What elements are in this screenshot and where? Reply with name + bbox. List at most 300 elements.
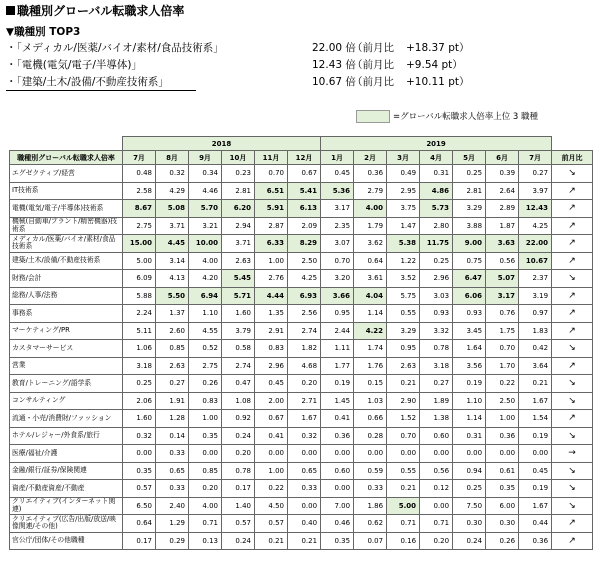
value-cell: 0.21 xyxy=(387,375,420,393)
value-cell: 7.00 xyxy=(321,497,354,515)
value-cell: 0.61 xyxy=(486,462,519,480)
value-cell: 3.17 xyxy=(321,200,354,218)
value-cell: 3.71 xyxy=(156,217,189,235)
value-cell: 0.16 xyxy=(387,532,420,550)
value-cell: 6.06 xyxy=(453,287,486,305)
trend-arrow-icon: ↘ xyxy=(552,497,593,515)
value-cell: 3.14 xyxy=(156,252,189,270)
value-cell: 0.36 xyxy=(519,532,552,550)
value-cell: 0.20 xyxy=(420,532,453,550)
value-cell: 4.00 xyxy=(189,497,222,515)
value-cell: 4.22 xyxy=(354,322,387,340)
value-cell: 3.29 xyxy=(453,200,486,218)
value-cell: 1.29 xyxy=(156,515,189,533)
column-header: 5月 xyxy=(453,151,486,165)
value-cell: 0.71 xyxy=(387,515,420,533)
value-cell: 1.86 xyxy=(354,497,387,515)
value-cell: 10.67 xyxy=(519,252,552,270)
value-cell: 1.10 xyxy=(189,305,222,323)
value-cell: 4.86 xyxy=(420,182,453,200)
row-label: クリエイティブ(インターネット関連) xyxy=(10,497,123,515)
value-cell: 1.00 xyxy=(255,252,288,270)
value-cell: 3.97 xyxy=(519,182,552,200)
value-cell: 2.75 xyxy=(189,357,222,375)
value-cell: 0.56 xyxy=(420,462,453,480)
value-cell: 5.91 xyxy=(255,200,288,218)
value-cell: 5.07 xyxy=(486,270,519,288)
column-header: 3月 xyxy=(387,151,420,165)
row-label: カスタマーサービス xyxy=(10,340,123,358)
table-row xyxy=(10,252,593,270)
value-cell: 1.91 xyxy=(156,392,189,410)
value-cell: 0.00 xyxy=(453,445,486,463)
table-row xyxy=(10,480,593,498)
value-cell: 0.70 xyxy=(321,252,354,270)
value-cell: 0.24 xyxy=(453,532,486,550)
value-cell: 1.35 xyxy=(255,305,288,323)
value-cell: 2.71 xyxy=(288,392,321,410)
trend-arrow-icon: ↗ xyxy=(552,532,593,550)
column-header: 12月 xyxy=(288,151,321,165)
value-cell: 1.14 xyxy=(453,410,486,428)
value-cell: 0.27 xyxy=(420,375,453,393)
value-cell: 2.37 xyxy=(519,270,552,288)
trend-arrow-icon: ↘ xyxy=(552,462,593,480)
row-label: IT技術系 xyxy=(10,182,123,200)
trend-arrow-icon: ↗ xyxy=(552,217,593,235)
value-cell: 0.00 xyxy=(420,497,453,515)
value-cell: 5.75 xyxy=(387,287,420,305)
value-cell: 6.09 xyxy=(123,270,156,288)
value-cell: 0.56 xyxy=(486,252,519,270)
value-cell: 6.13 xyxy=(288,200,321,218)
value-cell: 4.20 xyxy=(189,270,222,288)
value-cell: 5.38 xyxy=(387,235,420,253)
table-row xyxy=(10,165,593,183)
value-cell: 0.29 xyxy=(156,532,189,550)
value-cell: 1.08 xyxy=(222,392,255,410)
value-cell: 2.60 xyxy=(156,322,189,340)
value-cell: 4.55 xyxy=(189,322,222,340)
value-cell: 0.33 xyxy=(156,445,189,463)
value-cell: 15.00 xyxy=(123,235,156,253)
value-cell: 2.76 xyxy=(255,270,288,288)
value-cell: 0.35 xyxy=(123,462,156,480)
value-cell: 1.76 xyxy=(354,357,387,375)
value-cell: 0.20 xyxy=(189,480,222,498)
column-header: 2月 xyxy=(354,151,387,165)
row-label: 流通・小売/消費財/ファッション xyxy=(10,410,123,428)
value-cell: 0.27 xyxy=(156,375,189,393)
column-header: 前月比 xyxy=(552,151,593,165)
value-cell: 0.71 xyxy=(189,515,222,533)
value-cell: 1.11 xyxy=(321,340,354,358)
row-label: 電機(電気/電子/半導体)技術系 xyxy=(10,200,123,218)
value-cell: 0.57 xyxy=(222,515,255,533)
trend-arrow-icon: ↘ xyxy=(552,480,593,498)
value-cell: 2.06 xyxy=(123,392,156,410)
value-cell: 0.00 xyxy=(354,445,387,463)
column-header: 7月 xyxy=(519,151,552,165)
value-cell: 0.24 xyxy=(222,427,255,445)
value-cell: 0.21 xyxy=(288,532,321,550)
value-cell: 0.36 xyxy=(321,427,354,445)
top3-underline xyxy=(6,90,196,91)
value-cell: 0.25 xyxy=(420,252,453,270)
table-row xyxy=(10,305,593,323)
value-cell: 2.94 xyxy=(222,217,255,235)
value-cell: 4.68 xyxy=(288,357,321,375)
value-cell: 3.18 xyxy=(420,357,453,375)
value-cell: 5.45 xyxy=(222,270,255,288)
value-cell: 2.40 xyxy=(156,497,189,515)
value-cell: 1.28 xyxy=(156,410,189,428)
top3-unit: （前月比 xyxy=(352,42,394,54)
value-cell: 3.17 xyxy=(486,287,519,305)
value-cell: 1.14 xyxy=(354,305,387,323)
value-cell: 1.00 xyxy=(189,410,222,428)
value-cell: 1.00 xyxy=(255,462,288,480)
year-2019: 2019 xyxy=(321,137,552,151)
value-cell: 2.50 xyxy=(288,252,321,270)
value-cell: 0.00 xyxy=(321,445,354,463)
top3-unit: （前月比 xyxy=(352,76,394,88)
top3-value: 10.67 倍 xyxy=(312,76,356,88)
value-cell: 0.60 xyxy=(420,427,453,445)
year-2018: 2018 xyxy=(123,137,321,151)
value-cell: 2.81 xyxy=(453,182,486,200)
trend-arrow-icon: ↗ xyxy=(552,322,593,340)
value-cell: 0.13 xyxy=(189,532,222,550)
value-cell: 0.92 xyxy=(222,410,255,428)
value-cell: 3.18 xyxy=(123,357,156,375)
value-cell: 0.97 xyxy=(519,305,552,323)
value-cell: 9.00 xyxy=(453,235,486,253)
value-cell: 0.76 xyxy=(486,305,519,323)
value-cell: 8.67 xyxy=(123,200,156,218)
value-cell: 10.00 xyxy=(189,235,222,253)
value-cell: 0.27 xyxy=(519,165,552,183)
value-cell: 5.70 xyxy=(189,200,222,218)
legend-label: =グローバル転職求人倍率上位 3 職種 xyxy=(393,112,539,122)
value-cell: 3.64 xyxy=(519,357,552,375)
value-cell: 0.64 xyxy=(354,252,387,270)
value-cell: 4.25 xyxy=(519,217,552,235)
value-cell: 1.10 xyxy=(453,392,486,410)
value-cell: 1.60 xyxy=(123,410,156,428)
value-cell: 1.67 xyxy=(519,497,552,515)
trend-arrow-icon: ↗ xyxy=(552,410,593,428)
value-cell: 0.19 xyxy=(321,375,354,393)
square-icon xyxy=(6,6,15,15)
value-cell: 0.17 xyxy=(222,480,255,498)
value-cell: 3.32 xyxy=(420,322,453,340)
value-cell: 0.17 xyxy=(123,532,156,550)
trend-arrow-icon: ↘ xyxy=(552,340,593,358)
top3-label: ・「メディカル/医薬/バイオ/素材/食品技術系」 xyxy=(6,42,224,54)
value-cell: 2.74 xyxy=(288,322,321,340)
value-cell: 0.78 xyxy=(420,340,453,358)
value-cell: 5.11 xyxy=(123,322,156,340)
column-header-category: 職種別グローバル転職求人倍率 xyxy=(10,151,123,165)
trend-arrow-icon: ↗ xyxy=(552,235,593,253)
value-cell: 1.67 xyxy=(519,392,552,410)
value-cell: 12.43 xyxy=(519,200,552,218)
value-cell: 1.45 xyxy=(321,392,354,410)
value-cell: 0.65 xyxy=(156,462,189,480)
value-cell: 4.00 xyxy=(354,200,387,218)
top3-value: 22.00 倍 xyxy=(312,42,356,54)
legend-swatch xyxy=(356,110,390,123)
value-cell: 6.51 xyxy=(255,182,288,200)
row-label: コンサルティング xyxy=(10,392,123,410)
column-header: 9月 xyxy=(189,151,222,165)
value-cell: 2.24 xyxy=(123,305,156,323)
value-cell: 0.32 xyxy=(123,427,156,445)
value-cell: 0.55 xyxy=(387,462,420,480)
value-cell: 5.71 xyxy=(222,287,255,305)
column-header: 4月 xyxy=(420,151,453,165)
top3-delta: +10.11 pt） xyxy=(406,76,470,88)
value-cell: 0.75 xyxy=(453,252,486,270)
value-cell: 6.94 xyxy=(189,287,222,305)
value-cell: 2.35 xyxy=(321,217,354,235)
row-label: 総務/人事/法務 xyxy=(10,287,123,305)
value-cell: 3.03 xyxy=(420,287,453,305)
value-cell: 0.85 xyxy=(189,462,222,480)
value-cell: 3.19 xyxy=(519,287,552,305)
legend xyxy=(356,110,538,123)
value-cell: 22.00 xyxy=(519,235,552,253)
trend-arrow-icon: ↘ xyxy=(552,165,593,183)
value-cell: 0.40 xyxy=(288,515,321,533)
value-cell: 3.71 xyxy=(222,235,255,253)
value-cell: 0.64 xyxy=(123,515,156,533)
value-cell: 0.25 xyxy=(123,375,156,393)
value-cell: 0.28 xyxy=(354,427,387,445)
value-cell: 0.19 xyxy=(453,375,486,393)
value-cell: 0.00 xyxy=(288,445,321,463)
value-cell: 0.35 xyxy=(189,427,222,445)
value-cell: 3.63 xyxy=(486,235,519,253)
value-cell: 3.21 xyxy=(189,217,222,235)
value-cell: 5.36 xyxy=(321,182,354,200)
top3-label: ・「建築/土木/設備/不動産技術系」 xyxy=(6,76,169,88)
value-cell: 0.00 xyxy=(519,445,552,463)
value-cell: 0.57 xyxy=(255,515,288,533)
value-cell: 0.00 xyxy=(420,445,453,463)
value-cell: 5.88 xyxy=(123,287,156,305)
value-cell: 0.85 xyxy=(156,340,189,358)
value-cell: 0.00 xyxy=(255,445,288,463)
value-cell: 0.35 xyxy=(486,480,519,498)
row-label: 建築/土木/設備/不動産技術系 xyxy=(10,252,123,270)
trend-arrow-icon: ↗ xyxy=(552,252,593,270)
value-cell: 2.74 xyxy=(222,357,255,375)
value-cell: 1.52 xyxy=(387,410,420,428)
top3-item xyxy=(6,40,470,55)
value-cell: 0.07 xyxy=(354,532,387,550)
value-cell: 0.19 xyxy=(519,480,552,498)
value-cell: 0.33 xyxy=(288,480,321,498)
value-cell: 0.59 xyxy=(354,462,387,480)
trend-arrow-icon: ↗ xyxy=(552,305,593,323)
top3-value: 12.43 倍 xyxy=(312,59,356,71)
row-label: エグゼクティブ/経営 xyxy=(10,165,123,183)
value-cell: 0.26 xyxy=(486,532,519,550)
table-row xyxy=(10,357,593,375)
value-cell: 2.90 xyxy=(387,392,420,410)
value-cell: 8.29 xyxy=(288,235,321,253)
value-cell: 3.61 xyxy=(354,270,387,288)
trend-arrow-icon: ↗ xyxy=(552,357,593,375)
value-cell: 0.22 xyxy=(255,480,288,498)
value-cell: 0.46 xyxy=(321,515,354,533)
value-cell: 2.89 xyxy=(486,200,519,218)
value-cell: 3.52 xyxy=(387,270,420,288)
value-cell: 0.32 xyxy=(156,165,189,183)
value-cell: 0.66 xyxy=(354,410,387,428)
value-cell: 1.74 xyxy=(354,340,387,358)
table-row xyxy=(10,392,593,410)
value-cell: 0.94 xyxy=(453,462,486,480)
top3-label: ・「電機(電気/電子/半導体)」 xyxy=(6,59,143,71)
table-row xyxy=(10,182,593,200)
value-cell: 1.37 xyxy=(156,305,189,323)
value-cell: 2.91 xyxy=(255,322,288,340)
value-cell: 3.66 xyxy=(321,287,354,305)
value-cell: 1.89 xyxy=(420,392,453,410)
value-cell: 11.75 xyxy=(420,235,453,253)
value-cell: 2.79 xyxy=(354,182,387,200)
value-cell: 2.87 xyxy=(255,217,288,235)
value-cell: 4.45 xyxy=(156,235,189,253)
table-row xyxy=(10,340,593,358)
row-label: クリエイティブ(広告/出版/放送/映像関連/その他) xyxy=(10,515,123,533)
value-cell: 6.33 xyxy=(255,235,288,253)
value-cell: 0.45 xyxy=(519,462,552,480)
row-label: 機械(自動車/プラント/精密機器)技術系 xyxy=(10,217,123,235)
value-cell: 3.20 xyxy=(321,270,354,288)
value-cell: 0.30 xyxy=(453,515,486,533)
value-cell: 0.42 xyxy=(519,340,552,358)
value-cell: 4.13 xyxy=(156,270,189,288)
value-cell: 0.35 xyxy=(321,532,354,550)
value-cell: 3.56 xyxy=(453,357,486,375)
row-label: 事務系 xyxy=(10,305,123,323)
value-cell: 0.12 xyxy=(420,480,453,498)
value-cell: 0.20 xyxy=(288,375,321,393)
value-cell: 5.50 xyxy=(156,287,189,305)
value-cell: 0.24 xyxy=(222,532,255,550)
value-cell: 2.09 xyxy=(288,217,321,235)
value-cell: 2.50 xyxy=(486,392,519,410)
table-row xyxy=(10,427,593,445)
value-cell: 0.21 xyxy=(255,532,288,550)
value-cell: 0.39 xyxy=(486,165,519,183)
value-cell: 5.00 xyxy=(387,497,420,515)
top3-item xyxy=(6,57,463,72)
value-cell: 1.70 xyxy=(486,357,519,375)
table-row xyxy=(10,322,593,340)
value-cell: 0.70 xyxy=(255,165,288,183)
value-cell: 2.58 xyxy=(123,182,156,200)
value-cell: 0.23 xyxy=(222,165,255,183)
value-cell: 1.79 xyxy=(354,217,387,235)
value-cell: 1.38 xyxy=(420,410,453,428)
table-row xyxy=(10,235,593,253)
value-cell: 0.31 xyxy=(453,427,486,445)
value-cell: 0.41 xyxy=(321,410,354,428)
page-title: 職種別グローバル転職求人倍率 xyxy=(6,2,184,19)
value-cell: 0.70 xyxy=(387,427,420,445)
value-cell: 2.81 xyxy=(222,182,255,200)
value-cell: 0.19 xyxy=(519,427,552,445)
top3-unit: （前月比 xyxy=(352,59,394,71)
value-cell: 0.32 xyxy=(288,427,321,445)
row-label: ホテル/レジャー/外食系/旅行 xyxy=(10,427,123,445)
table-row xyxy=(10,200,593,218)
table-row xyxy=(10,462,593,480)
value-cell: 6.50 xyxy=(123,497,156,515)
value-cell: 6.00 xyxy=(486,497,519,515)
value-cell: 4.46 xyxy=(189,182,222,200)
value-cell: 1.83 xyxy=(519,322,552,340)
top3-delta: +18.37 pt） xyxy=(406,42,470,54)
value-cell: 0.45 xyxy=(255,375,288,393)
trend-arrow-icon: ↗ xyxy=(552,200,593,218)
value-cell: 2.56 xyxy=(288,305,321,323)
value-cell: 0.83 xyxy=(189,392,222,410)
column-header: 6月 xyxy=(486,151,519,165)
trend-arrow-icon: ↘ xyxy=(552,392,593,410)
row-label: 官公庁/団体/その他職種 xyxy=(10,532,123,550)
value-cell: 0.00 xyxy=(288,497,321,515)
value-cell: 0.47 xyxy=(222,375,255,393)
value-cell: 3.75 xyxy=(387,200,420,218)
value-cell: 4.00 xyxy=(189,252,222,270)
value-cell: 1.47 xyxy=(387,217,420,235)
header-row xyxy=(10,151,593,165)
value-cell: 1.06 xyxy=(123,340,156,358)
value-cell: 0.70 xyxy=(486,340,519,358)
row-label: 教育/トレーニング/語学系 xyxy=(10,375,123,393)
value-cell: 2.00 xyxy=(255,392,288,410)
table-row xyxy=(10,497,593,515)
value-cell: 0.93 xyxy=(453,305,486,323)
column-header: 10月 xyxy=(222,151,255,165)
column-header: 8月 xyxy=(156,151,189,165)
trend-arrow-icon: ↘ xyxy=(552,375,593,393)
value-cell: 0.00 xyxy=(321,480,354,498)
value-cell: 0.95 xyxy=(321,305,354,323)
value-cell: 1.67 xyxy=(288,410,321,428)
value-cell: 4.25 xyxy=(288,270,321,288)
trend-arrow-icon: ↗ xyxy=(552,515,593,533)
value-cell: 6.93 xyxy=(288,287,321,305)
value-cell: 0.25 xyxy=(453,165,486,183)
value-cell: 0.83 xyxy=(255,340,288,358)
value-cell: 5.41 xyxy=(288,182,321,200)
table-row xyxy=(10,515,593,533)
value-cell: 4.44 xyxy=(255,287,288,305)
value-cell: 0.48 xyxy=(123,165,156,183)
value-cell: 1.00 xyxy=(486,410,519,428)
value-cell: 2.63 xyxy=(156,357,189,375)
value-cell: 0.00 xyxy=(387,445,420,463)
value-cell: 0.21 xyxy=(387,480,420,498)
table-row xyxy=(10,217,593,235)
